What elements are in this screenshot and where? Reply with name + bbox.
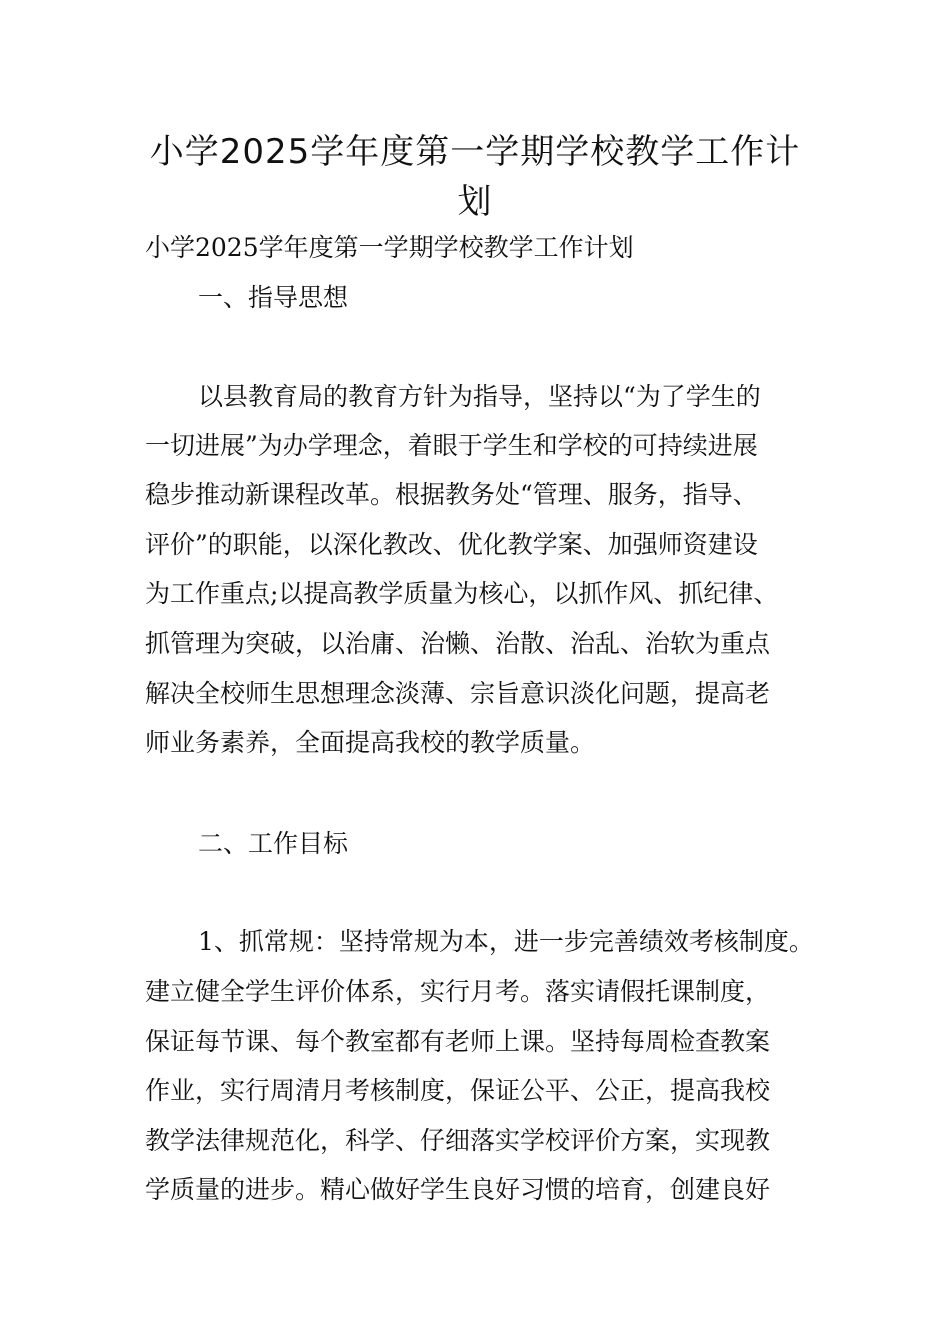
section-1-paragraph-line: 解决全校师生思想理念淡薄、宗旨意识淡化问题，提高老 <box>145 679 771 708</box>
section-1-paragraph-line: 师业务素养，全面提高我校的教学质量。 <box>145 728 596 757</box>
section-2-paragraph-line: 保证每节课、每个教室都有老师上课。坚持每周检查教案 <box>145 1027 771 1056</box>
section-2-paragraph-line: 作业，实行周清月考核制度，保证公平、公正，提高我校 <box>145 1076 771 1105</box>
section-1-paragraph-line: 稳步推动新课程改革。根据教务处“管理、服务，指导、 <box>145 480 758 509</box>
section-1-paragraph-line: 一切进展”为办学理念，着眼于学生和学校的可持续进展 <box>145 431 758 460</box>
section-1-paragraph-line: 抓管理为突破，以治庸、治懒、治散、治乱、治软为重点 <box>145 629 771 658</box>
document-title-line-2: 划 <box>457 182 493 222</box>
section-1-heading: 一、指导思想 <box>198 283 349 312</box>
document-subtitle: 小学2025学年度第一学期学校教学工作计划 <box>145 233 634 262</box>
section-2-heading: 二、工作目标 <box>198 829 349 858</box>
section-2-paragraph-line: 建立健全学生评价体系，实行月考。落实请假托课制度， <box>145 977 771 1006</box>
section-1-paragraph-line: 以县教育局的教育方针为指导，坚持以“为了学生的 <box>198 382 761 411</box>
document-title-line-1: 小学2025学年度第一学期学校教学工作计 <box>149 132 801 172</box>
section-2-paragraph-line: 1、抓常规：坚持常规为本，进一步完善绩效考核制度。 <box>198 927 814 956</box>
section-1-paragraph-line: 评价”的职能，以深化教改、优化教学案、加强师资建设 <box>145 530 758 559</box>
section-1-paragraph-line: 为工作重点;以提高教学质量为核心，以抓作风、抓纪律、 <box>145 579 779 608</box>
section-2-paragraph-line: 学质量的进步。精心做好学生良好习惯的培育，创建良好 <box>145 1175 771 1204</box>
section-2-paragraph-line: 教学法律规范化，科学、仔细落实学校评价方案，实现教 <box>145 1126 771 1155</box>
